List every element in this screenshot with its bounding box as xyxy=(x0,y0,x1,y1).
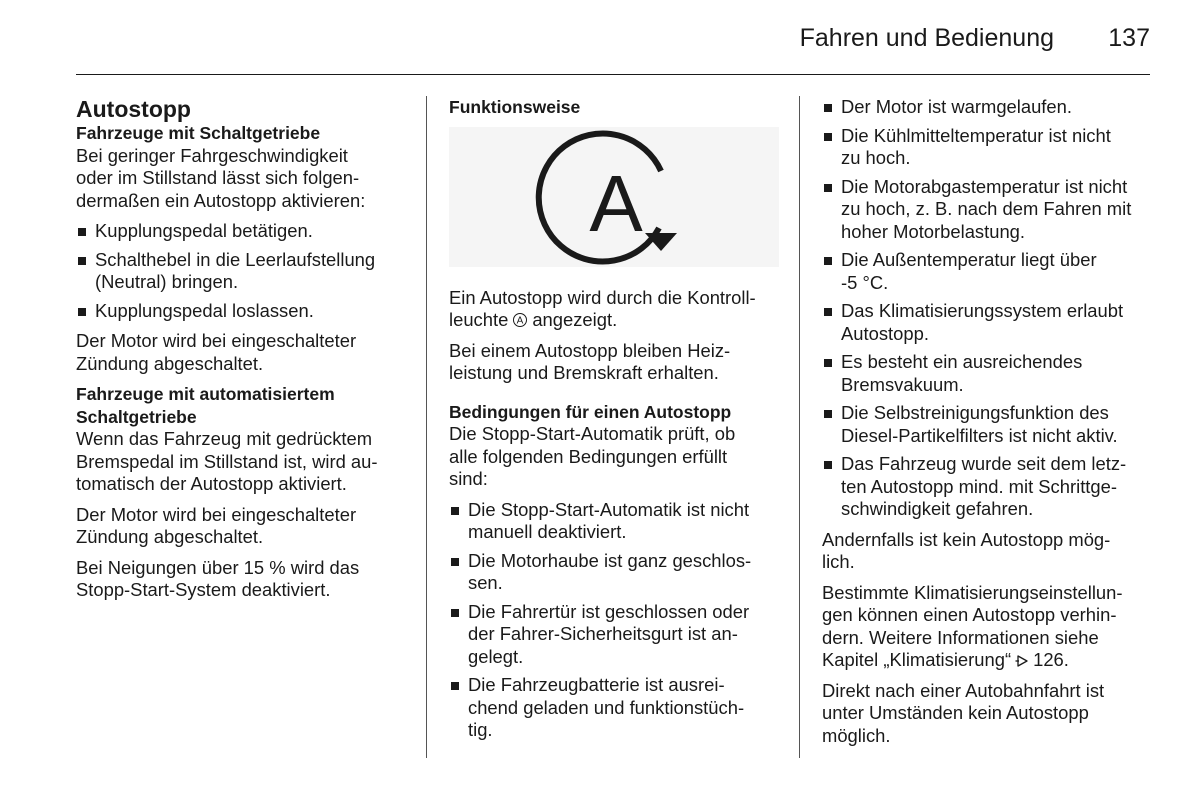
text-line: Zündung abgeschaltet. xyxy=(76,526,264,547)
list-item xyxy=(822,125,1152,170)
text-fragment: 126. xyxy=(1033,649,1069,670)
list-item xyxy=(449,674,779,742)
text-line: Die Motorhaube ist ganz geschlos- xyxy=(468,549,752,571)
bullet-list xyxy=(449,499,779,742)
text-line: Bremsvakuum. xyxy=(841,373,964,395)
text-line: Die Stopp-Start-Automatik ist nicht xyxy=(468,498,750,520)
paragraph xyxy=(76,504,406,549)
text-line: zu hoch. xyxy=(841,147,911,168)
list-item xyxy=(76,249,406,294)
column-middle xyxy=(449,96,779,750)
list-item xyxy=(822,176,1152,244)
text-line: Bremspedal im Stillstand ist, wird au- xyxy=(76,450,378,472)
column-right xyxy=(822,96,1152,755)
text-line: dern. Weitere Informationen siehe xyxy=(822,626,1099,648)
text-line: zu hoch, z. B. nach dem Fahren mit xyxy=(841,198,1132,219)
text-line: Bestimmte Klimatisierungseinstellun- xyxy=(822,581,1123,603)
page-number: 137 xyxy=(1108,24,1150,52)
paragraph xyxy=(76,557,406,602)
svg-text:A: A xyxy=(516,315,524,327)
subheading-function: Funktionsweise xyxy=(449,97,581,117)
text-line: dermaßen ein Autostopp aktivieren: xyxy=(76,189,366,211)
text-line: tomatisch der Autostopp aktiviert. xyxy=(76,473,347,494)
text-fragment: angezeigt. xyxy=(532,309,618,330)
text-line: Die Außentemperatur liegt über xyxy=(841,249,1097,270)
text-line: Das Klimatisierungssystem erlaubt xyxy=(841,300,1124,321)
header-rule xyxy=(76,74,1150,75)
text-line: Stopp-Start-System deaktiviert. xyxy=(76,579,331,600)
text-line: sind: xyxy=(449,468,488,489)
text-line: Bei einem Autostopp bleiben Heiz- xyxy=(449,339,731,361)
text-fragment: leuchte xyxy=(449,309,509,330)
text-line: Die Motorabgastemperatur ist nicht xyxy=(841,175,1128,197)
list-item xyxy=(449,550,779,595)
text-line: oder im Stillstand lässt sich folgen- xyxy=(76,167,360,188)
subheading-automated-transmission xyxy=(76,383,406,428)
bullet-list xyxy=(822,96,1152,521)
svg-text:A: A xyxy=(589,158,643,248)
text-line: Andernfalls ist kein Autostopp mög- xyxy=(822,528,1111,550)
list-item xyxy=(822,351,1152,396)
paragraph xyxy=(822,529,1152,574)
text-line: lich. xyxy=(822,551,855,572)
text-line: Der Motor ist warmgelaufen. xyxy=(841,96,1072,117)
column-left xyxy=(76,96,406,610)
list-item xyxy=(822,453,1152,521)
text-line: Die Selbstreinigungsfunktion des xyxy=(841,402,1109,423)
text-fragment: Kapitel „Klimatisierung“ xyxy=(822,649,1012,670)
text-line: Kupplungspedal loslassen. xyxy=(95,299,314,321)
list-item xyxy=(449,601,779,669)
text-line: Die Kühlmitteltemperatur ist nicht xyxy=(841,124,1111,146)
autostop-indicator-icon xyxy=(512,312,528,328)
list-item xyxy=(76,220,406,243)
text-line: Es besteht ein ausreichendes xyxy=(841,351,1083,372)
text-line: unter Umständen kein Autostopp xyxy=(822,702,1089,723)
text-line: der Fahrer-Sicherheitsgurt ist an- xyxy=(468,623,738,644)
text-line: Bei geringer Fahrgeschwindigkeit xyxy=(76,144,348,166)
text-line: Der Motor wird bei eingeschalteter xyxy=(76,330,357,351)
paragraph xyxy=(76,428,406,496)
paragraph xyxy=(449,423,779,491)
text-line xyxy=(449,309,779,332)
text-line: sen. xyxy=(468,572,503,593)
header-title: Fahren und Bedienung xyxy=(799,24,1054,52)
list-item xyxy=(822,96,1152,119)
text-line: Die Fahrertür ist geschlossen oder xyxy=(468,600,750,622)
column-divider xyxy=(799,96,800,758)
text-line: Autostopp. xyxy=(841,322,929,344)
text-line: leistung und Bremskraft erhalten. xyxy=(449,362,719,383)
text-line: chend geladen und funktionstüch- xyxy=(468,696,745,718)
text-line: Das Fahrzeug wurde seit dem letz- xyxy=(841,453,1127,474)
text-line: gelegt. xyxy=(468,645,524,667)
section-title: Autostopp xyxy=(76,96,191,122)
text-line: Fahrzeuge mit automatisiertem xyxy=(76,384,335,404)
text-line: möglich. xyxy=(822,724,891,746)
paragraph xyxy=(449,287,779,332)
subheading-conditions: Bedingungen für einen Autostopp xyxy=(449,401,732,422)
autostop-indicator-figure xyxy=(449,127,779,267)
page-reference-arrow-icon xyxy=(1015,654,1029,668)
text-line: ten Autostopp mind. mit Schrittge- xyxy=(841,475,1117,497)
text-line: Die Stopp-Start-Automatik prüft, ob xyxy=(449,423,736,444)
paragraph xyxy=(76,145,406,213)
text-line: tig. xyxy=(468,719,493,740)
text-line: Zündung abgeschaltet. xyxy=(76,352,264,374)
paragraph xyxy=(822,582,1152,672)
text-line: Direkt nach einer Autobahnfahrt ist xyxy=(822,679,1105,701)
autostop-a-circle-arrow-icon xyxy=(449,127,779,267)
text-line: -5 °C. xyxy=(841,271,889,293)
list-item xyxy=(449,499,779,544)
text-line: schwindigkeit gefahren. xyxy=(841,498,1034,519)
text-line: gen können einen Autostopp verhin- xyxy=(822,604,1117,625)
text-line: Die Fahrzeugbatterie ist ausrei- xyxy=(468,674,725,695)
text-line: Diesel-Partikelfilters ist nicht aktiv. xyxy=(841,424,1118,446)
bullet-list xyxy=(76,220,406,322)
text-line: Kupplungspedal betätigen. xyxy=(95,220,313,241)
paragraph xyxy=(449,340,779,385)
column-divider xyxy=(426,96,427,758)
text-line: Schalthebel in die Leerlaufstellung xyxy=(95,248,376,270)
text-line: Der Motor wird bei eingeschalteter xyxy=(76,503,357,525)
text-line xyxy=(822,649,1152,672)
subheading-manual-transmission: Fahrzeuge mit Schaltgetriebe xyxy=(76,123,321,143)
text-line: Schaltgetriebe xyxy=(76,406,197,427)
paragraph xyxy=(822,680,1152,748)
list-item xyxy=(76,300,406,323)
list-item xyxy=(822,402,1152,447)
spacer xyxy=(449,393,779,401)
text-line: Ein Autostopp wird durch die Kontroll- xyxy=(449,286,756,308)
text-line: Wenn das Fahrzeug mit gedrücktem xyxy=(76,428,373,449)
list-item xyxy=(822,300,1152,345)
text-line: manuell deaktiviert. xyxy=(468,521,627,542)
text-line: Bei Neigungen über 15 % wird das xyxy=(76,556,360,578)
text-line: hoher Motorbelastung. xyxy=(841,220,1026,242)
text-line: (Neutral) bringen. xyxy=(95,271,239,292)
list-item xyxy=(822,249,1152,294)
text-line: alle folgenden Bedingungen erfüllt xyxy=(449,445,728,467)
paragraph xyxy=(76,330,406,375)
